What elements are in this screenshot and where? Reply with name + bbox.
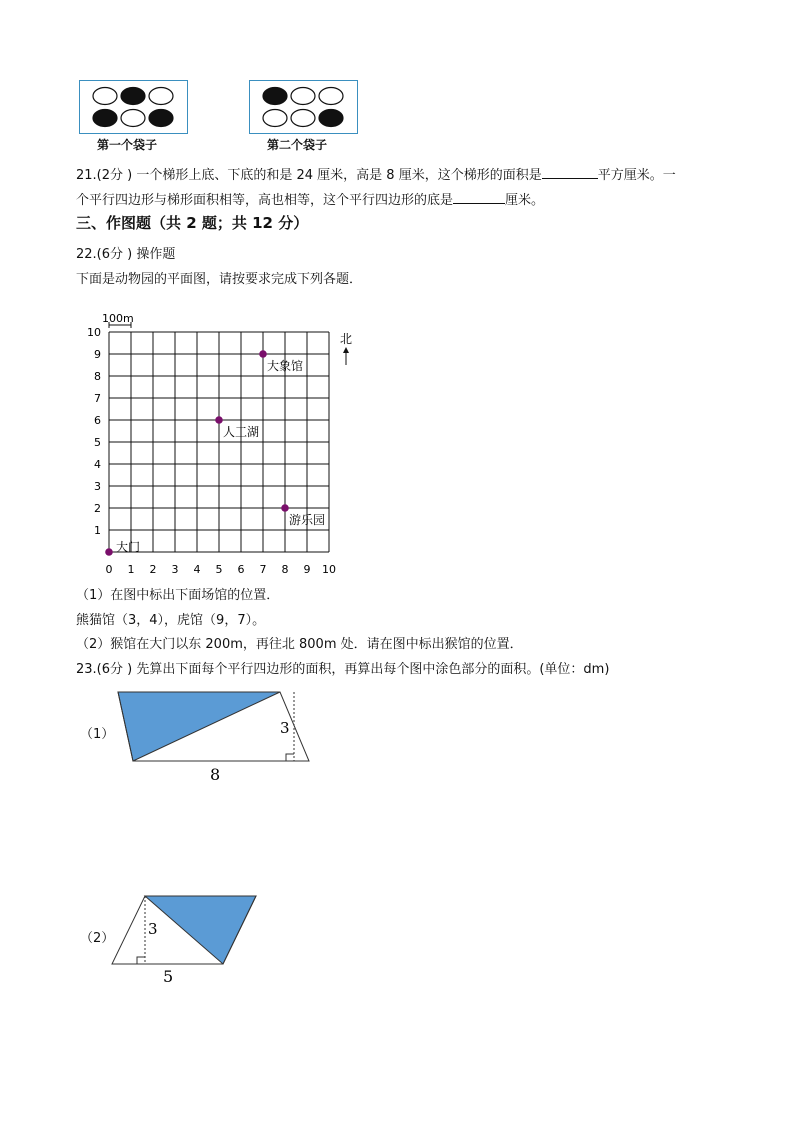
map-point — [281, 504, 289, 512]
x-tick-label: 7 — [259, 563, 267, 576]
fig2-base-label: 5 — [163, 967, 174, 986]
fig2-right-angle — [137, 957, 145, 964]
map-point — [259, 350, 267, 358]
map-point-label: 游乐园 — [289, 513, 326, 527]
q21-line2-tail: 厘米。 — [505, 193, 545, 208]
q22-sub1: （1）在图中标出下面场馆的位置． — [76, 588, 280, 603]
bag-1-ball-black — [149, 110, 173, 127]
bag-1-caption: 第一个袋子 — [97, 138, 158, 152]
map-point — [215, 416, 223, 424]
q21-blank-base[interactable] — [453, 189, 505, 204]
fig1-height-label: 3 — [280, 719, 290, 737]
north-label: 北 — [340, 332, 353, 346]
fig2-label: （2） — [80, 931, 115, 946]
x-tick-label: 1 — [127, 563, 135, 576]
bag-1-ball-white — [149, 88, 173, 105]
fig1-base-label: 8 — [210, 765, 221, 784]
q21-line1-text: 21.(2分 ) 一个梯形上底、下底的和是 24 厘米，高是 8 厘米，这个梯形的面积是 — [76, 168, 542, 183]
map-point-label: 人工湖 — [223, 425, 260, 439]
bag-1-ball-black — [93, 110, 117, 127]
zoo-grid-map[interactable] — [70, 305, 370, 580]
q23-title: 23.(6分 ) 先算出下面每个平行四边形的面积，再算出每个图中涂色部分的面积。(单位：dm) — [76, 662, 610, 677]
bag-2-ball-white — [291, 88, 315, 105]
x-tick-label: 2 — [149, 563, 157, 576]
x-tick-label: 3 — [171, 563, 179, 576]
x-tick-label: 6 — [237, 563, 245, 576]
parallelogram-figure-2 — [110, 890, 270, 990]
bag-2-ball-black — [319, 110, 343, 127]
bag-1-ball-white — [93, 88, 117, 105]
x-tick-label: 4 — [193, 563, 201, 576]
q22-sub1-detail: 熊猫馆（3，4），虎馆（9，7）。 — [76, 613, 266, 628]
bag-2-ball-white — [291, 110, 315, 127]
y-tick-label: 8 — [94, 370, 101, 383]
north-arrow-head — [343, 347, 349, 353]
fig1-label: （1） — [80, 727, 115, 742]
q22-title: 22.(6分 ) 操作题 — [76, 247, 176, 262]
y-tick-label: 10 — [87, 326, 101, 339]
map-point-label: 大门 — [116, 540, 141, 554]
fig2-height-label: 3 — [148, 920, 158, 938]
q21-line1-tail: 平方厘米。一 — [597, 168, 676, 183]
x-tick-label: 9 — [303, 563, 311, 576]
q21-line2 — [76, 189, 544, 210]
q22-intro: 下面是动物园的平面图，请按要求完成下列各题． — [76, 272, 363, 287]
y-tick-label: 5 — [94, 436, 101, 449]
y-tick-label: 2 — [94, 502, 101, 515]
q21-line1 — [76, 164, 676, 185]
y-tick-label: 1 — [94, 524, 101, 537]
x-tick-label: 5 — [215, 563, 223, 576]
fig1-right-angle — [286, 754, 294, 761]
map-point-label: 大象馆 — [267, 359, 304, 373]
scale-label: 100m — [102, 312, 134, 325]
bag-2-ball-white — [263, 110, 287, 127]
y-tick-label: 9 — [94, 348, 101, 361]
bag-1-ball-black — [121, 88, 145, 105]
q22-sub2: （2）猴馆在大门以东 200m，再往北 800m 处．请在图中标出猴馆的位置． — [76, 637, 523, 652]
parallelogram-figure-1 — [110, 688, 320, 788]
grid-points — [105, 350, 325, 556]
y-tick-label: 7 — [94, 392, 101, 405]
y-tick-label: 4 — [94, 458, 101, 471]
section-3-heading: 三、作图题（共 2 题；共 12 分） — [76, 214, 309, 232]
bag-2-caption: 第二个袋子 — [267, 138, 328, 152]
fig1-shaded-triangle — [118, 692, 280, 761]
bag-2-ball-black — [263, 88, 287, 105]
x-tick-label: 10 — [322, 563, 336, 576]
bags-balls — [0, 0, 794, 160]
map-point — [105, 548, 113, 556]
bag-2-ball-white — [319, 88, 343, 105]
q21-blank-area[interactable] — [542, 164, 598, 179]
y-tick-label: 6 — [94, 414, 101, 427]
bag-1-ball-white — [121, 110, 145, 127]
q21-line2-text: 个平行四边形与梯形面积相等，高也相等，这个平行四边形的底是 — [76, 193, 454, 208]
x-tick-label: 8 — [281, 563, 289, 576]
x-tick-label: 0 — [105, 563, 113, 576]
y-tick-label: 3 — [94, 480, 101, 493]
